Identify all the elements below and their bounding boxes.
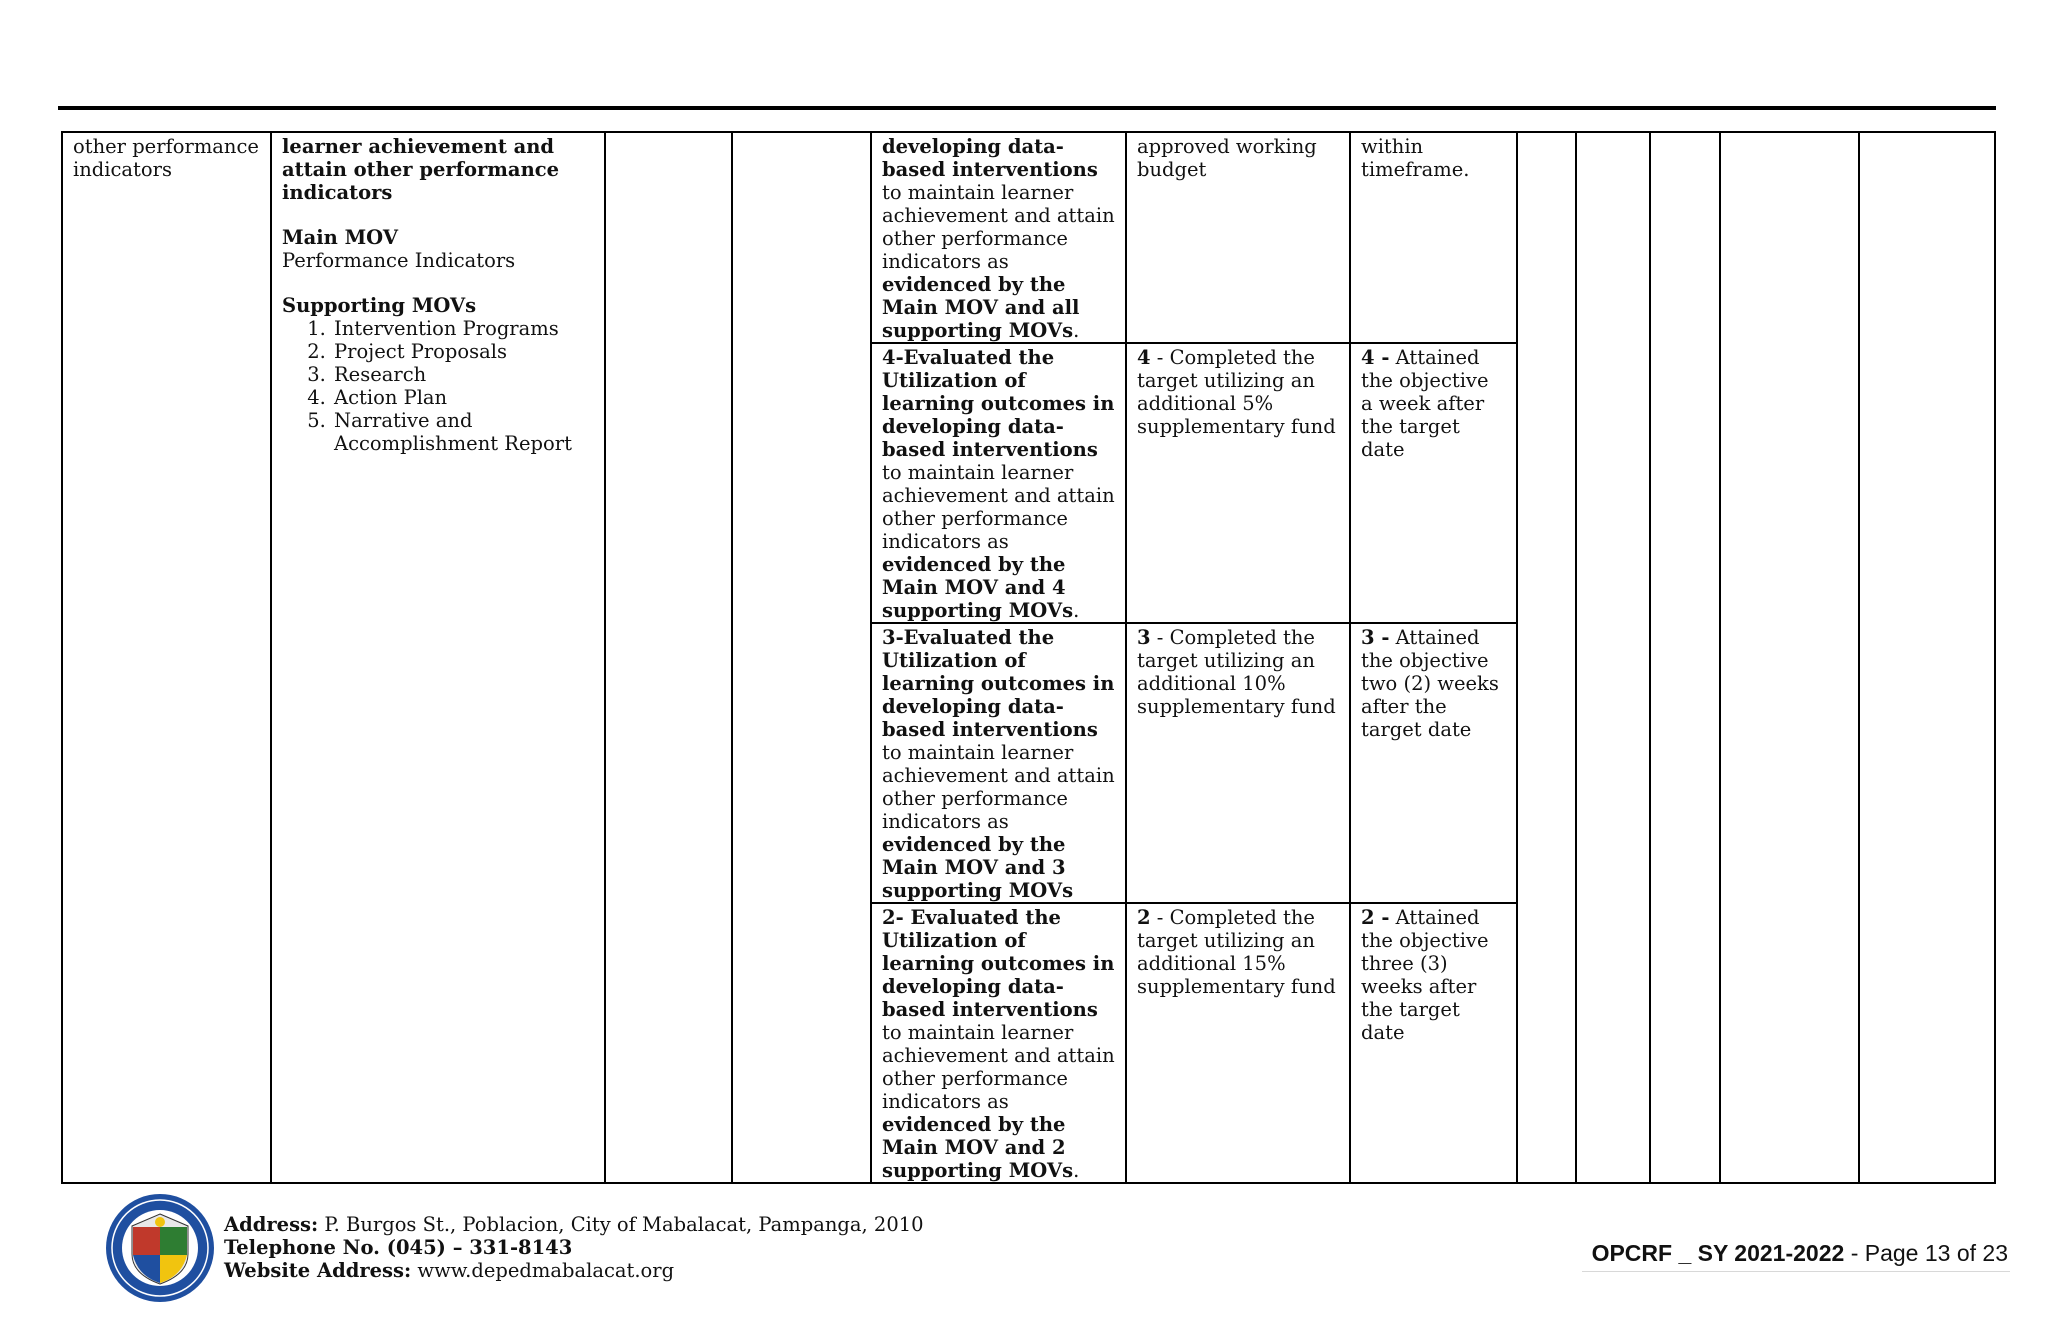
page-number-rule	[1582, 1271, 2010, 1272]
quality-cell-3: 3-Evaluated the Utilization of learning outcomes in developing data-based interventions to maintain learner achievement and attain other performance indicators as evidenced by the Main MOV and 3 supporting MOVs	[871, 623, 1126, 903]
empty-cell	[1576, 132, 1650, 1183]
efficiency-cell-3: 3 - Completed the target utilizing an additional 10% supplementary fund	[1126, 623, 1350, 903]
mov-cell	[271, 132, 605, 1183]
timeliness-cell-3: 3 - Attained the objective two (2) weeks after the target date	[1350, 623, 1517, 903]
empty-cell	[1720, 132, 1859, 1183]
empty-cell	[1650, 132, 1720, 1183]
timeliness-cell-5: within timeframe.	[1350, 132, 1517, 343]
deped-seal-icon	[104, 1192, 216, 1304]
efficiency-cell-4: 4 - Completed the target utilizing an additional 5% supplementary fund	[1126, 343, 1350, 623]
list-item: 1. Intervention Programs	[332, 317, 594, 340]
list-item: 2. Project Proposals	[332, 340, 594, 363]
footer-address-block	[224, 1213, 924, 1282]
empty-cell	[605, 132, 732, 1183]
mov-heading: learner achievement and attain other performance indicators	[282, 135, 560, 204]
efficiency-cell-2: 2 - Completed the target utilizing an additional 15% supplementary fund	[1126, 903, 1350, 1183]
website-line: Website Address: www.depedmabalacat.org	[224, 1259, 675, 1282]
empty-cell	[732, 132, 871, 1183]
quality-cell-5: developing data-based interventions to maintain learner achievement and attain other performance indicators as evidenced by the Main MOV and all supporting MOVs.	[871, 132, 1126, 343]
list-item: 4. Action Plan	[332, 386, 594, 409]
supporting-movs-label: Supporting MOVs	[282, 294, 477, 317]
empty-cell	[1859, 132, 1995, 1183]
telephone-line: Telephone No. (045) – 331-8143	[224, 1236, 573, 1259]
efficiency-cell-5: approved working budget	[1126, 132, 1350, 343]
quality-cell-2: 2- Evaluated the Utilization of learning outcomes in developing data-based interventions to maintain learner achievement and attain other performance indicators as evidenced by the Main MOV and 2 supporting MOVs.	[871, 903, 1126, 1183]
quality-cell-4: 4-Evaluated the Utilization of learning outcomes in developing data-based interventions to maintain learner achievement and attain other performance indicators as evidenced by the Main MOV and 4 supporting MOVs.	[871, 343, 1126, 623]
timeliness-cell-4: 4 - Attained the objective a week after the target date	[1350, 343, 1517, 623]
list-item: 3. Research	[332, 363, 594, 386]
indicator-cell: other performance indicators	[62, 132, 271, 1183]
table-row	[62, 132, 1995, 343]
timeliness-cell-2: 2 - Attained the objective three (3) weeks after the target date	[1350, 903, 1517, 1183]
main-mov-label: Main MOV	[282, 226, 398, 249]
page-number: OPCRF _ SY 2021-2022 - Page 13 of 23	[1591, 1240, 2008, 1266]
performance-table	[61, 131, 1996, 1184]
empty-cell	[1517, 132, 1576, 1183]
address-line: Address: P. Burgos St., Poblacion, City of Mabalacat, Pampanga, 2010	[224, 1213, 924, 1236]
list-item: 5. Narrative and Accomplishment Report	[332, 409, 594, 455]
main-mov: Performance Indicators	[282, 249, 516, 272]
supporting-movs-list	[282, 317, 594, 455]
header-rule	[58, 106, 1996, 110]
